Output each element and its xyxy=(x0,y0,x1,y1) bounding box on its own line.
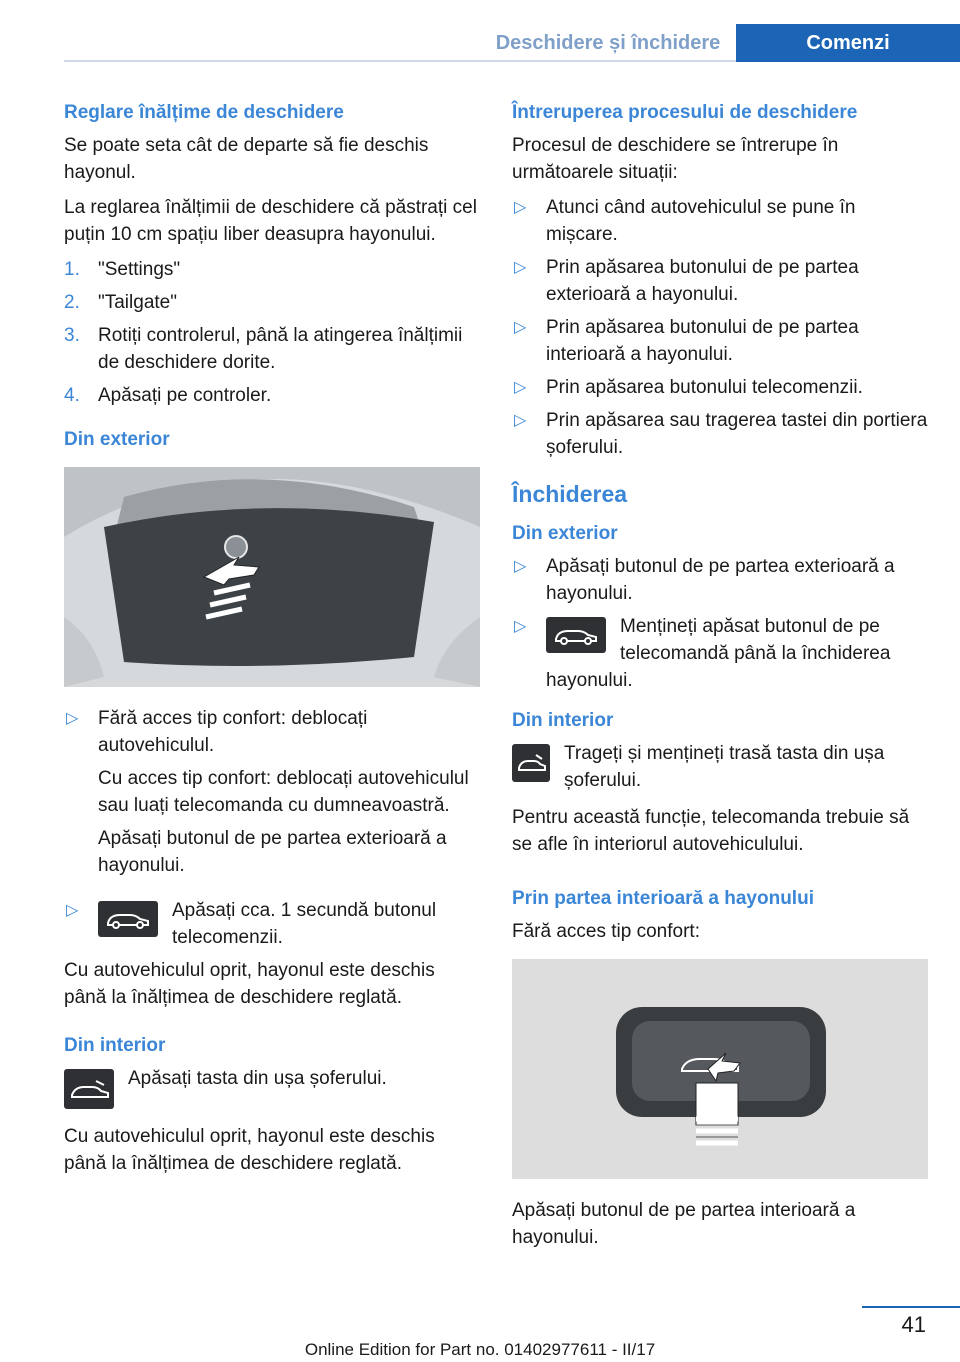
tailgate-photo xyxy=(64,467,480,687)
bullet-list xyxy=(512,553,928,694)
paragraph: Pentru această funcție, telecomanda trebuie să se afle în interiorul autovehiculului. xyxy=(512,807,910,855)
bullet-text: Prin apăsarea butonului telecomenzii. xyxy=(546,377,863,398)
bullet-text: Apăsați butonul de pe partea exterioară a hayonului. xyxy=(546,556,895,604)
heading-from-outside: Din exterior xyxy=(64,429,170,450)
list-item xyxy=(512,194,928,248)
step-number: 4. xyxy=(64,385,80,406)
paragraph: Procesul de deschidere se întrerupe în următoarele situații: xyxy=(512,135,839,183)
paragraph: Apăsați butonul de pe partea interioară a hayonului. xyxy=(512,1200,856,1248)
bullet-subtext: Apăsați butonul de pe partea exterioară a hayonului. xyxy=(98,828,447,876)
list-item xyxy=(64,256,480,283)
triangle-bullet-icon: ▷ xyxy=(514,259,527,276)
paragraph: Apăsați tasta din ușa șoferului. xyxy=(128,1068,387,1089)
triangle-bullet-icon: ▷ xyxy=(514,199,527,216)
left-column xyxy=(64,100,480,1185)
step-text: "Tailgate" xyxy=(98,292,177,313)
heading-inside-tailgate: Prin partea interioară a hayonului xyxy=(512,888,814,909)
door-button-icon xyxy=(64,1069,114,1109)
step-text: "Settings" xyxy=(98,259,181,280)
car-key-icon xyxy=(546,617,606,653)
bullet-text: Atunci când autovehiculul se pune în mișcare. xyxy=(546,197,856,245)
right-column xyxy=(512,100,928,1259)
triangle-bullet-icon: ▷ xyxy=(66,902,79,919)
bullet-text: Fără acces tip confort: deblocați autovehiculul. xyxy=(98,708,368,756)
triangle-bullet-icon: ▷ xyxy=(514,319,527,336)
list-item xyxy=(512,553,928,607)
triangle-bullet-icon: ▷ xyxy=(66,710,79,727)
list-item xyxy=(64,897,480,951)
list-item xyxy=(512,613,928,694)
heading-interrupt: Întreruperea procesului de deschidere xyxy=(512,102,858,123)
step-text: Rotiți controlerul, până la atingerea înălțimii de deschidere dorite. xyxy=(98,325,463,373)
paragraph: Trageți și mențineți trasă tasta din ușa șoferului. xyxy=(564,743,885,791)
paragraph: Cu autovehiculul oprit, hayonul este deschis până la înălțimea de deschidere reglată. xyxy=(64,1126,435,1174)
list-item xyxy=(64,289,480,316)
bullet-subtext: Cu acces tip confort: deblocați autovehiculul sau luați telecomanda cu dumneavoastră. xyxy=(98,768,469,816)
heading-from-inside: Din interior xyxy=(512,710,614,731)
list-item xyxy=(64,382,480,409)
paragraph: Fără acces tip confort: xyxy=(512,921,700,942)
paragraph: Se poate seta cât de departe să fie deschis hayonul. xyxy=(64,135,429,183)
bullet-text: Prin apăsarea butonului de pe partea interioară a hayonului. xyxy=(546,317,859,365)
triangle-bullet-icon: ▷ xyxy=(514,618,527,635)
triangle-bullet-icon: ▷ xyxy=(514,379,527,396)
list-item xyxy=(512,254,928,308)
heading-from-outside: Din exterior xyxy=(512,523,618,544)
icon-paragraph xyxy=(512,740,928,794)
icon-paragraph xyxy=(64,1065,480,1113)
step-number: 2. xyxy=(64,292,80,313)
heading-opening-height: Reglare înălțime de deschidere xyxy=(64,102,344,123)
bullet-text: Apăsați cca. 1 secundă butonul telecomenzii. xyxy=(172,900,437,948)
heading-from-inside: Din interior xyxy=(64,1035,166,1056)
bullet-text: Prin apăsarea butonului de pe partea exterioară a hayonului. xyxy=(546,257,859,305)
page-number: 41 xyxy=(901,1312,926,1337)
bullet-text: Mențineți apăsat butonul de pe telecomandă până la închiderea hayonului. xyxy=(546,616,891,691)
step-number: 3. xyxy=(64,325,80,346)
bullet-text: Prin apăsarea sau tragerea tastei din portiera șoferului. xyxy=(546,410,928,458)
bullet-list xyxy=(512,194,928,461)
list-item xyxy=(512,374,928,401)
paragraph: Cu autovehiculul oprit, hayonul este deschis până la înălțimea de deschidere reglată. xyxy=(64,960,435,1008)
footer-rule xyxy=(862,1306,960,1308)
triangle-bullet-icon: ▷ xyxy=(514,412,527,429)
step-number: 1. xyxy=(64,259,80,280)
edition-note: Online Edition for Part no. 01402977611 - II/17 xyxy=(304,1340,656,1359)
list-item xyxy=(64,322,480,376)
step-text: Apăsați pe controler. xyxy=(98,385,272,406)
heading-closing: Închiderea xyxy=(512,481,628,507)
list-item xyxy=(512,314,928,368)
car-key-icon xyxy=(98,901,158,937)
chapter-tab: Comenzi xyxy=(736,24,960,62)
door-button-icon xyxy=(512,744,550,782)
paragraph: La reglarea înălțimii de deschidere că păstrați cel puțin 10 cm spațiu liber deasupra hayonului. xyxy=(64,197,477,245)
list-item xyxy=(512,407,928,461)
section-title: Deschidere și închidere xyxy=(495,32,721,54)
triangle-bullet-icon: ▷ xyxy=(514,558,527,575)
list-item xyxy=(64,705,480,879)
interior-button-photo xyxy=(512,959,928,1179)
steps-list xyxy=(64,256,480,409)
bullet-list xyxy=(64,705,480,879)
